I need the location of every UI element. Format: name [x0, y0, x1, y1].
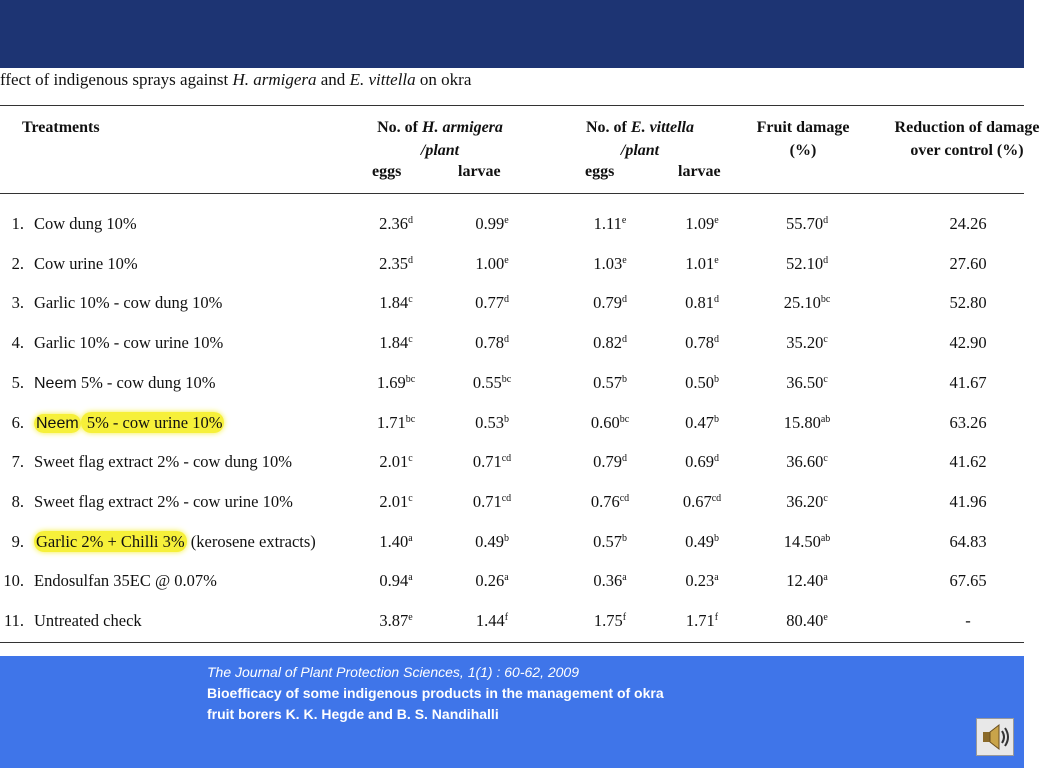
row-number: 10. — [3, 571, 24, 591]
cell-ev-eggs — [570, 452, 650, 472]
significance-letter: c — [408, 334, 413, 346]
significance-letter: a — [504, 572, 509, 584]
cell-ev-larvae — [662, 293, 742, 313]
cell-value: 25.10 — [783, 293, 821, 313]
significance-letter: cd — [619, 492, 630, 504]
cell-ha-eggs — [356, 611, 436, 631]
cell-value: 0.23 — [685, 571, 715, 591]
cell-value: 0.99 — [475, 214, 505, 233]
cell-value: 1.71 — [376, 412, 406, 432]
cell-value: 1.09 — [685, 214, 715, 233]
cell-value: 1.11 — [593, 214, 622, 233]
significance-letter: f — [714, 612, 719, 623]
cell-value: 52.10 — [785, 253, 824, 273]
table-row — [0, 214, 1024, 254]
cell-value: 12.40 — [786, 571, 824, 591]
treatment-name: Endosulfan 35EC @ 0.07% — [34, 571, 217, 591]
significance-letter: c — [408, 453, 413, 465]
significance-letter: e — [504, 254, 509, 266]
treatment-name-part: Garlic 2% + Chilli 3% — [36, 531, 185, 551]
cell-value: 0.71 — [472, 452, 502, 472]
treatment-name — [34, 373, 216, 393]
significance-letter: f — [504, 612, 509, 623]
cell-reduction: 41.96 — [949, 491, 987, 511]
table-row — [0, 571, 1024, 611]
significance-letter: c — [823, 373, 828, 385]
cell-value: 14.50 — [783, 531, 821, 551]
cell-ha-eggs — [356, 452, 436, 472]
cell-damage — [767, 571, 847, 591]
header-bottom-rule — [0, 193, 1024, 194]
cell-value: 0.78 — [685, 333, 714, 353]
cell-ha-larvae — [452, 214, 532, 234]
treatment-name: Garlic 10% - cow dung 10% — [34, 293, 223, 313]
cell-value: 0.79 — [593, 452, 622, 472]
cell-value: 3.87 — [379, 611, 409, 630]
subheader-ha-eggs: eggs — [372, 163, 402, 180]
cell-value: 0.81 — [685, 293, 714, 313]
significance-letter: b — [503, 413, 509, 425]
significance-letter: e — [408, 612, 413, 623]
cell-reduction: - — [965, 611, 971, 630]
significance-letter: cd — [501, 453, 512, 465]
table-row — [0, 532, 1024, 572]
significance-letter: c — [408, 294, 413, 306]
treatment-name-part: 5% - cow urine 10% — [82, 412, 223, 432]
significance-letter: d — [407, 215, 413, 226]
treatment-name: Sweet flag extract 2% - cow dung 10% — [34, 452, 292, 472]
cell-ha-eggs — [356, 333, 436, 353]
treatment-name: Sweet flag extract 2% - cow urine 10% — [34, 491, 293, 511]
subheader-ev-larvae: larvae — [678, 163, 721, 180]
cell-value: 0.69 — [685, 452, 714, 472]
table-row — [0, 452, 1024, 492]
table-row — [0, 293, 1024, 333]
cell-value: 0.71 — [472, 491, 502, 511]
cell-damage — [767, 293, 847, 313]
cell-ev-eggs — [570, 373, 650, 393]
cell-value: 0.57 — [593, 531, 622, 551]
header-fruit-damage: Fruit damage (%) — [756, 119, 850, 159]
paper-title-line-1: Bioefficacy of some indigenous products in the management of okra — [207, 685, 664, 701]
cell-ha-larvae — [452, 254, 532, 274]
significance-letter: b — [713, 532, 719, 544]
significance-letter: a — [714, 572, 719, 584]
significance-letter: d — [621, 334, 627, 346]
cell-value: 0.82 — [593, 333, 622, 353]
significance-letter: c — [408, 492, 413, 504]
cell-ev-larvae — [662, 532, 742, 552]
treatment-name-part: (kerosene extracts) — [186, 531, 316, 551]
significance-letter: d — [503, 334, 509, 346]
header-reduction: Reduction of damage over control (%) — [894, 119, 1040, 159]
cell-ev-larvae — [662, 214, 742, 234]
journal-citation: The Journal of Plant Protection Sciences, 1(1) : 60-62, 2009 — [207, 664, 579, 680]
speaker-icon-glyph — [977, 719, 1013, 755]
header-e-vittella: No. of E. vittella /plant — [586, 119, 694, 159]
cell-ev-larvae — [662, 254, 742, 274]
cell-value: 1.84 — [379, 293, 409, 313]
treatment-name: Cow urine 10% — [34, 253, 138, 273]
cell-ha-larvae — [452, 373, 532, 393]
cell-ev-eggs — [570, 413, 650, 433]
cell-ha-larvae — [452, 452, 532, 472]
top-banner — [0, 0, 1024, 68]
significance-letter: e — [714, 215, 719, 226]
cell-damage — [767, 452, 847, 472]
cell-ha-larvae — [452, 333, 532, 353]
cell-damage — [767, 214, 847, 234]
cell-ev-larvae — [662, 611, 742, 631]
cell-ha-larvae — [452, 492, 532, 512]
cell-ev-larvae — [662, 492, 742, 512]
cell-ha-eggs — [356, 254, 436, 274]
cell-damage — [767, 611, 847, 631]
significance-letter: e — [621, 215, 627, 226]
cell-ha-larvae — [452, 532, 532, 552]
cell-value: 1.75 — [593, 611, 623, 630]
treatment-name-part: Neem — [36, 414, 79, 432]
cell-reduction: 27.60 — [949, 253, 987, 273]
significance-letter: cd — [501, 492, 512, 504]
row-number: 6. — [11, 412, 24, 432]
significance-letter: d — [621, 453, 627, 465]
significance-letter: d — [823, 254, 829, 266]
cell-value: 2.35 — [379, 253, 408, 273]
row-number: 2. — [11, 253, 24, 273]
table-top-rule — [0, 105, 1024, 106]
treatment-name-part: 5% - cow dung 10% — [76, 372, 216, 392]
cell-ha-eggs — [356, 571, 436, 591]
cell-ev-larvae — [662, 571, 742, 591]
cell-ha-eggs — [356, 532, 436, 552]
cell-ha-larvae — [452, 413, 532, 433]
cell-reduction: 64.83 — [949, 531, 987, 551]
significance-letter: d — [713, 334, 719, 346]
subheader-ha-larvae: larvae — [458, 163, 501, 180]
cell-value: 0.60 — [590, 412, 620, 432]
significance-letter: a — [823, 572, 828, 584]
cell-value: 36.20 — [786, 491, 824, 511]
cell-ev-eggs — [570, 611, 650, 631]
significance-letter: bc — [405, 373, 416, 385]
significance-letter: b — [713, 373, 719, 385]
significance-letter: d — [407, 254, 413, 266]
significance-letter: e — [504, 215, 509, 226]
cell-value: 0.26 — [475, 571, 505, 591]
row-number: 4. — [11, 333, 24, 353]
cell-ha-larvae — [452, 293, 532, 313]
cell-value: 0.49 — [685, 531, 714, 551]
cell-ha-eggs — [356, 373, 436, 393]
significance-letter: ab — [820, 413, 831, 425]
header-treatments: Treatments — [22, 119, 100, 136]
cell-value: 0.50 — [685, 372, 714, 392]
cell-value: 2.01 — [379, 491, 409, 511]
row-number: 3. — [11, 293, 24, 313]
significance-letter: d — [621, 294, 627, 306]
treatment-name — [34, 532, 316, 552]
cell-value: 1.44 — [475, 611, 505, 630]
cell-damage — [767, 413, 847, 433]
cell-ev-eggs — [570, 293, 650, 313]
significance-letter: bc — [405, 413, 416, 425]
treatment-name: Garlic 10% - cow urine 10% — [34, 333, 224, 353]
significance-letter: a — [622, 572, 627, 584]
cell-ha-larvae — [452, 611, 532, 631]
citation-footer — [0, 656, 1024, 768]
cell-ha-larvae — [452, 571, 532, 591]
cell-value: 36.60 — [786, 452, 824, 472]
cell-value: 0.55 — [472, 372, 502, 392]
significance-letter: b — [503, 532, 509, 544]
significance-letter: b — [621, 532, 627, 544]
cell-reduction: 42.90 — [949, 333, 987, 353]
cell-value: 1.03 — [593, 253, 623, 273]
speaker-icon[interactable] — [976, 718, 1014, 756]
cell-value: 0.76 — [590, 491, 620, 511]
significance-letter: cd — [711, 492, 722, 504]
treatment-name — [34, 413, 224, 433]
cell-value: 0.53 — [475, 412, 504, 432]
cell-value: 1.01 — [685, 253, 715, 273]
cell-value: 0.49 — [475, 531, 504, 551]
cell-ha-eggs — [356, 293, 436, 313]
cell-ev-eggs — [570, 571, 650, 591]
cell-value: 0.79 — [593, 293, 622, 313]
row-number: 7. — [11, 452, 24, 472]
cell-value: 15.80 — [783, 412, 821, 432]
cell-value: 1.71 — [685, 611, 715, 630]
significance-letter: f — [622, 612, 627, 623]
cell-value: 0.77 — [475, 293, 504, 313]
cell-value: 0.36 — [593, 571, 623, 591]
cell-ev-eggs — [570, 492, 650, 512]
cell-damage — [767, 333, 847, 353]
row-number: 8. — [11, 491, 24, 511]
cell-reduction: 67.65 — [949, 571, 987, 591]
table-row — [0, 492, 1024, 532]
cell-ev-eggs — [570, 214, 650, 234]
cell-damage — [767, 492, 847, 512]
significance-letter: d — [503, 294, 509, 306]
treatment-name: Cow dung 10% — [34, 214, 137, 233]
significance-letter: d — [713, 294, 719, 306]
cell-value: 0.57 — [593, 372, 622, 392]
significance-letter: b — [713, 413, 719, 425]
cell-reduction: 41.62 — [949, 452, 987, 472]
cell-ev-larvae — [662, 373, 742, 393]
significance-letter: e — [714, 254, 719, 266]
cell-ha-eggs — [356, 492, 436, 512]
table-row — [0, 254, 1024, 294]
header-h-armigera: No. of H. armigera /plant — [377, 119, 503, 159]
row-number: 5. — [11, 372, 24, 392]
cell-value: 0.47 — [685, 412, 714, 432]
significance-letter: bc — [501, 373, 512, 385]
significance-letter: c — [823, 453, 828, 465]
cell-value: 0.78 — [475, 333, 504, 353]
significance-letter: c — [823, 492, 828, 504]
paper-title-line-2: fruit borers K. K. Hegde and B. S. Nandihalli — [207, 706, 499, 722]
significance-letter: bc — [820, 294, 831, 306]
cell-value: 55.70 — [785, 214, 824, 233]
cell-value: 0.67 — [682, 491, 712, 511]
significance-letter: d — [713, 453, 719, 465]
cell-reduction: 41.67 — [949, 372, 987, 392]
cell-reduction: 24.26 — [949, 214, 987, 233]
row-number: 9. — [11, 531, 24, 551]
subheader-ev-eggs: eggs — [585, 163, 615, 180]
significance-letter: d — [823, 215, 829, 226]
significance-letter: a — [408, 572, 413, 584]
cell-ev-eggs — [570, 254, 650, 274]
table-row — [0, 611, 1024, 651]
significance-letter: b — [621, 373, 627, 385]
cell-ev-larvae — [662, 452, 742, 472]
cell-reduction: 63.26 — [949, 412, 987, 432]
cell-value: 80.40 — [786, 611, 824, 630]
significance-letter: a — [408, 532, 413, 544]
cell-ha-eggs — [356, 214, 436, 234]
significance-letter: e — [622, 254, 627, 266]
cell-damage — [767, 373, 847, 393]
treatment-name-part: Neem — [34, 374, 77, 392]
cell-value: 36.50 — [786, 372, 824, 392]
cell-value: 1.84 — [379, 333, 409, 353]
cell-value: 1.40 — [379, 531, 409, 551]
cell-value: 35.20 — [786, 333, 824, 353]
cell-ev-larvae — [662, 413, 742, 433]
table-caption: ffect of indigenous sprays against H. armigera and E. vittella on okra — [0, 70, 472, 89]
cell-value: 1.69 — [376, 372, 406, 392]
significance-letter: e — [823, 612, 828, 623]
row-number: 11. — [3, 611, 24, 630]
cell-value: 1.00 — [475, 253, 505, 273]
table-bottom-rule — [0, 642, 1024, 643]
treatment-name: Untreated check — [34, 611, 142, 630]
cell-value: 2.36 — [379, 214, 408, 233]
cell-ev-larvae — [662, 333, 742, 353]
cell-ha-eggs — [356, 413, 436, 433]
row-number: 1. — [11, 214, 24, 233]
cell-value: 0.94 — [379, 571, 409, 591]
significance-letter: c — [823, 334, 828, 346]
significance-letter: bc — [619, 413, 630, 425]
cell-damage — [767, 532, 847, 552]
cell-ev-eggs — [570, 333, 650, 353]
significance-letter: ab — [820, 532, 831, 544]
cell-ev-eggs — [570, 532, 650, 552]
cell-reduction: 52.80 — [949, 293, 987, 313]
table-row — [0, 413, 1024, 453]
table-row — [0, 333, 1024, 373]
table-row — [0, 373, 1024, 413]
cell-value: 2.01 — [379, 452, 409, 472]
cell-damage — [767, 254, 847, 274]
